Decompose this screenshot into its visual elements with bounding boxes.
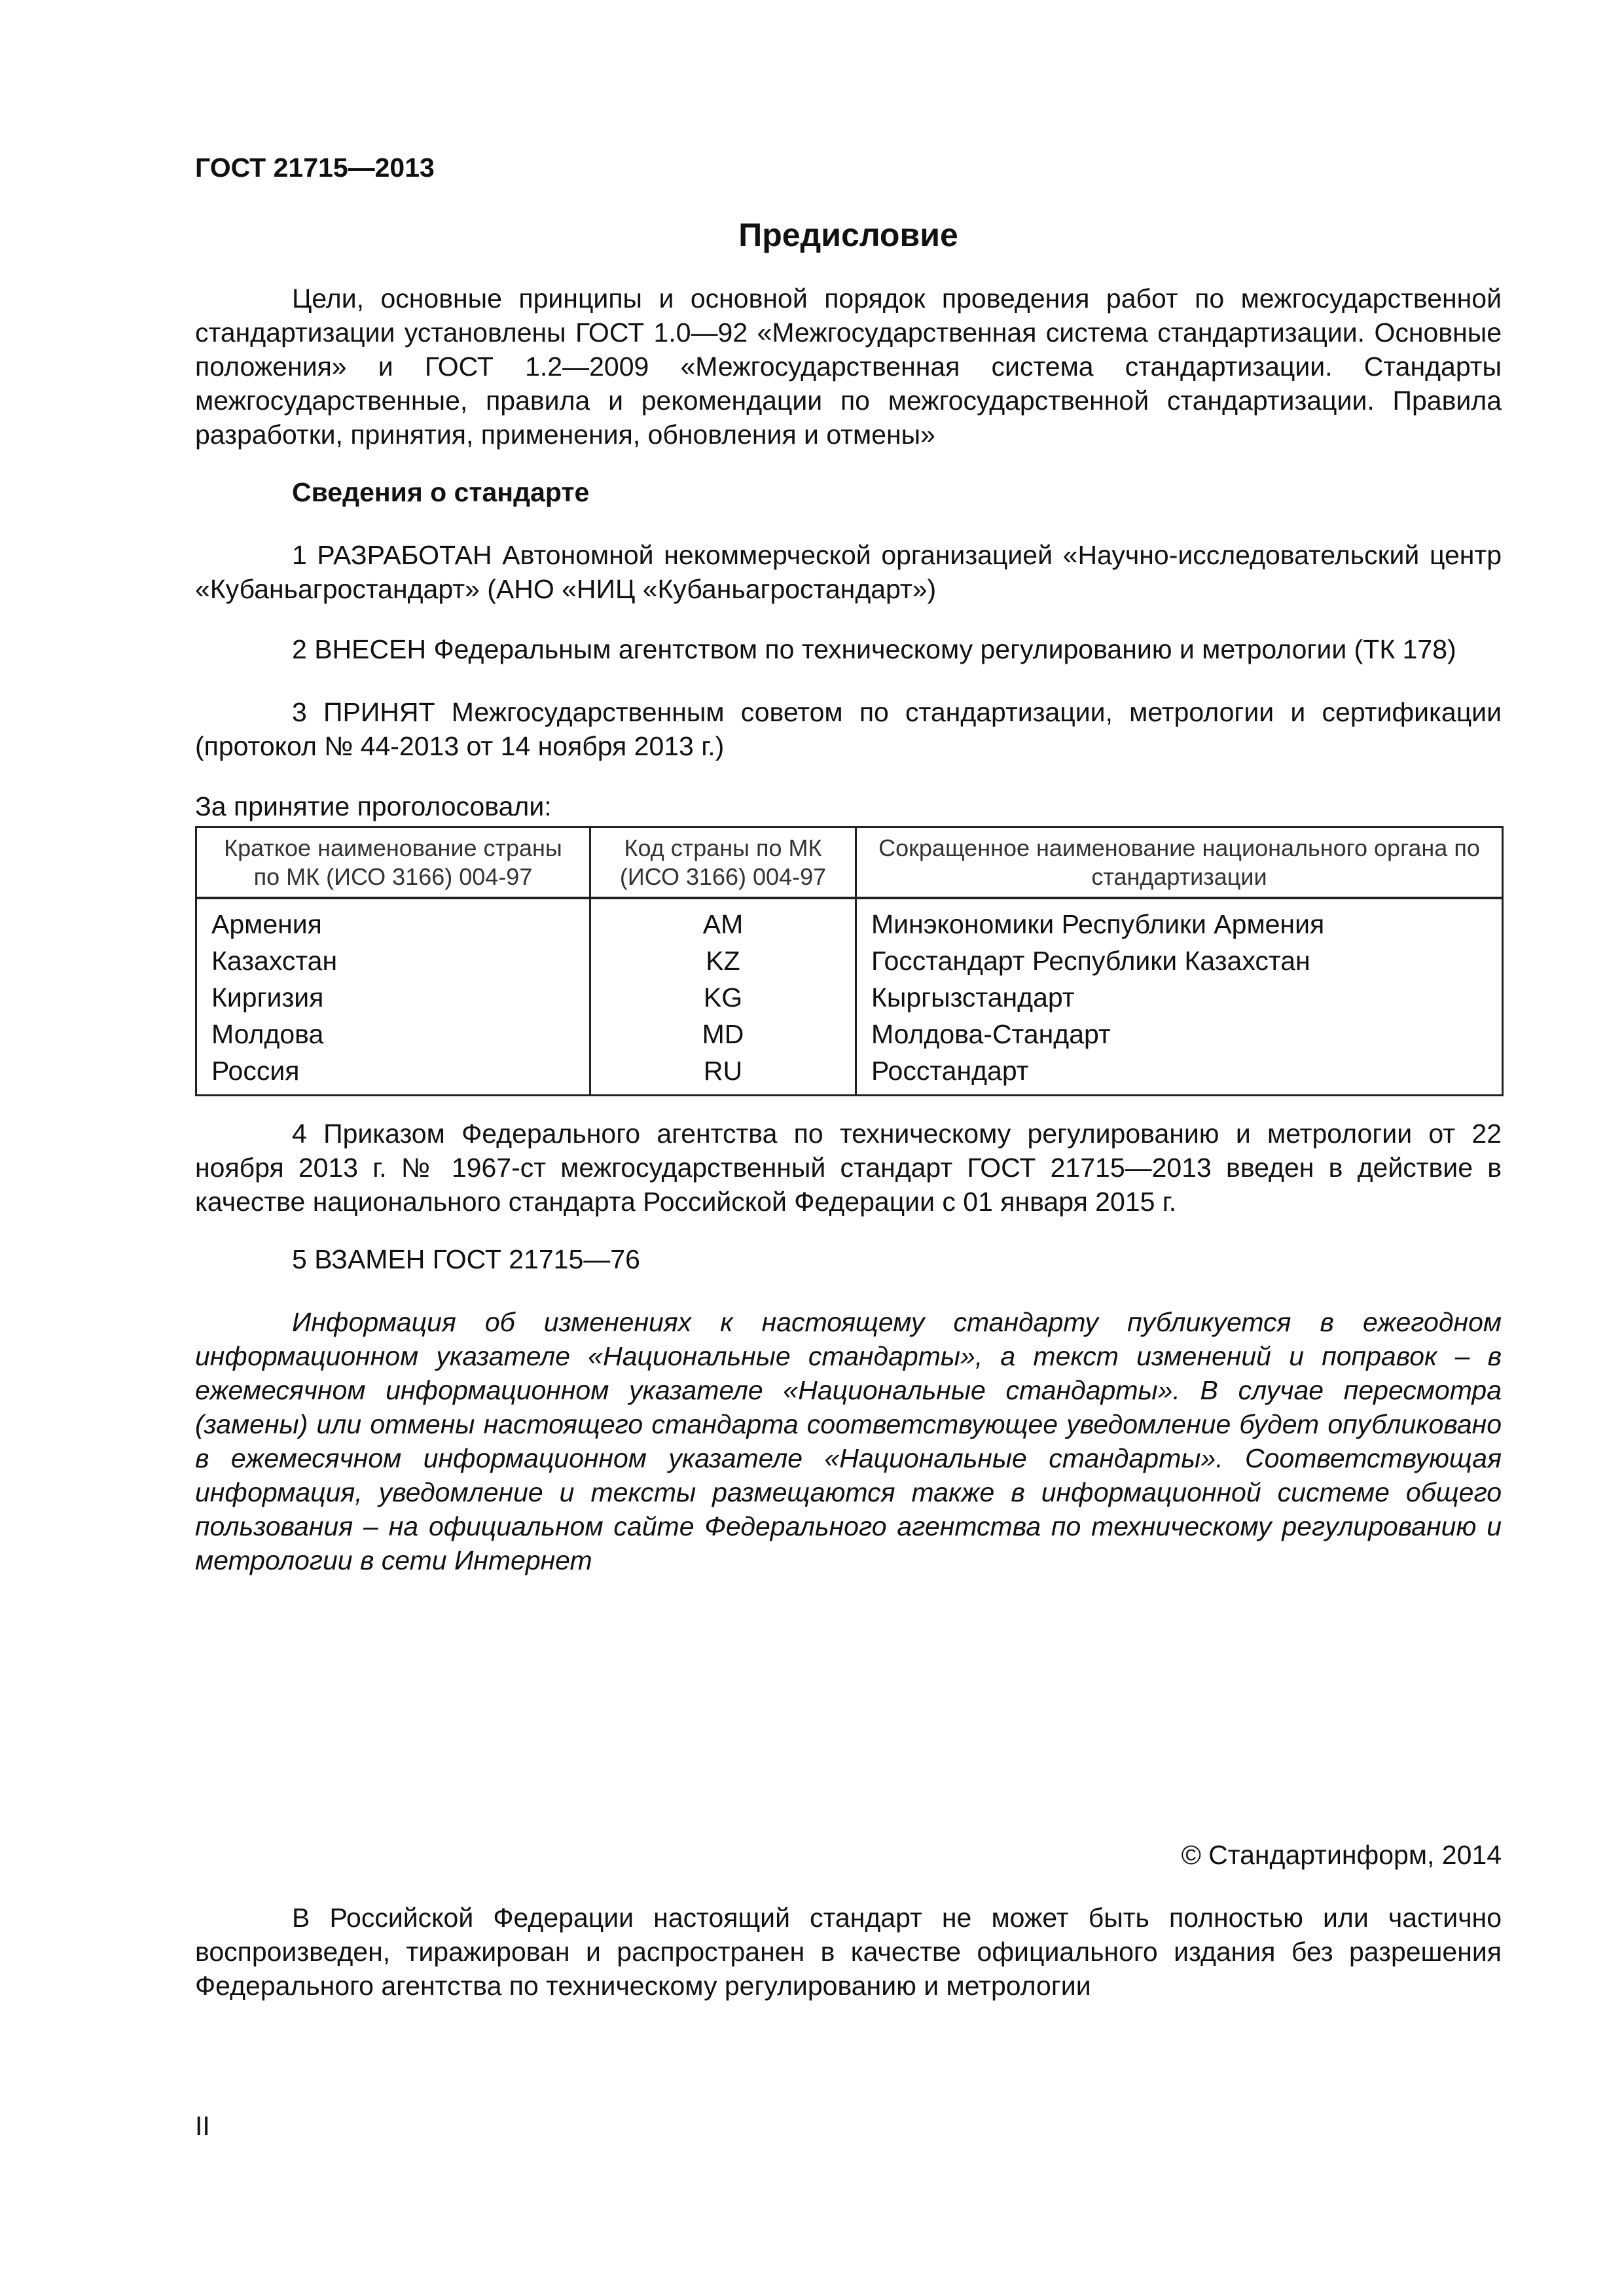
country-cell: Россия (196, 1052, 590, 1096)
code-cell: RU (590, 1052, 856, 1096)
vote-table (195, 826, 1504, 1096)
page-number: II (195, 2111, 210, 2141)
header-national-body: Сокращенное наименование национального органа по стандартизации (856, 827, 1503, 899)
code-cell: AM (590, 898, 856, 942)
country-cell: Армения (196, 898, 590, 942)
section-heading: Сведения о стандарте (292, 477, 590, 507)
vote-table-header-row (196, 827, 1503, 899)
legal-notice: В Российской Федерации настоящий стандарт не может быть полностью или частично воспроизведен, тиражирован и распространен в качестве официального издания без разрешения Федерального агентства по техническому регулированию и метрологии (195, 1903, 1502, 2001)
intro-paragraph: Цели, основные принципы и основной порядок проведения работ по межгосударственной стандартизации установлены ГОСТ 1.0—92 «Межгосударственная система стандартизации. Основные положения» и ГОСТ 1.2—2009 «Межгосударственная система стандартизации. Стандарты межгосударственные, правила и рекомендации по межгосударственной стандартизации. Правила разработки, принятия, применения, обновления и отмены» (195, 283, 1502, 450)
item-2-introduced: 2 ВНЕСЕН Федеральным агентством по техническому регулированию и метрологии (ТК 178) (292, 634, 1456, 664)
code-cell: MD (590, 1016, 856, 1052)
item-5-replaces: 5 ВЗАМЕН ГОСТ 21715—76 (292, 1244, 640, 1274)
body-cell: Росстандарт (856, 1052, 1503, 1096)
info-note-paragraph: Информация об изменениях к настоящему стандарту публикуется в ежегодном информационном указателе «Национальные стандарты», а текст изменений и поправок – в ежемесячном информационном указателе «Национальные стандарты». В случае пересмотра (замены) или отмены настоящего стандарта соответствующее уведомление будет опубликовано в ежемесячном информационном указателе «Национальные стандарты». Соответствующая информация, уведомление и тексты размещаются также в информационной системе общего пользования – на официальном сайте Федерального агентства по техническому регулированию и метрологии в сети Интернет (195, 1307, 1502, 1575)
body-cell: Молдова-Стандарт (856, 1016, 1503, 1052)
body-cell: Кыргызстандарт (856, 979, 1503, 1016)
country-cell: Молдова (196, 1016, 590, 1052)
table-row (196, 1052, 1503, 1096)
item-1-developed: 1 РАЗРАБОТАН Автономной некоммерческой организацией «Научно-исследовательский центр «Кубаньагростандарт» (АНО «НИЦ «Кубаньагростандарт») (195, 540, 1502, 604)
copyright-line: © Стандартинформ, 2014 (1181, 1840, 1502, 1870)
table-row (196, 898, 1503, 942)
item-4-order: 4 Приказом Федерального агентства по техническому регулированию и метрологии от 22 ноября 2013 г. № 1967-ст межгосударственный стандарт ГОСТ 21715—2013 введен в действие в качестве национального стандарта Российской Федерации с 01 января 2015 г. (195, 1119, 1502, 1217)
table-row (196, 979, 1503, 1016)
code-cell: KG (590, 979, 856, 1016)
header-country-name: Краткое наименование страны по МК (ИСО 3166) 004-97 (196, 827, 590, 899)
body-cell: Минэкономики Республики Армения (856, 898, 1503, 942)
body-cell: Госстандарт Республики Казахстан (856, 942, 1503, 979)
country-cell: Киргизия (196, 979, 590, 1016)
table-row (196, 942, 1503, 979)
table-row (196, 1016, 1503, 1052)
country-cell: Казахстан (196, 942, 590, 979)
item-3-adopted: 3 ПРИНЯТ Межгосударственным советом по стандартизации, метрологии и сертификации (протокол № 44-2013 от 14 ноября 2013 г.) (195, 697, 1502, 761)
code-cell: KZ (590, 942, 856, 979)
page-title: Предисловие (738, 217, 958, 253)
vote-label: За принятие проголосовали: (195, 791, 552, 821)
document-id: ГОСТ 21715—2013 (195, 152, 435, 183)
header-country-code: Код страны по МК (ИСО 3166) 004-97 (590, 827, 856, 899)
